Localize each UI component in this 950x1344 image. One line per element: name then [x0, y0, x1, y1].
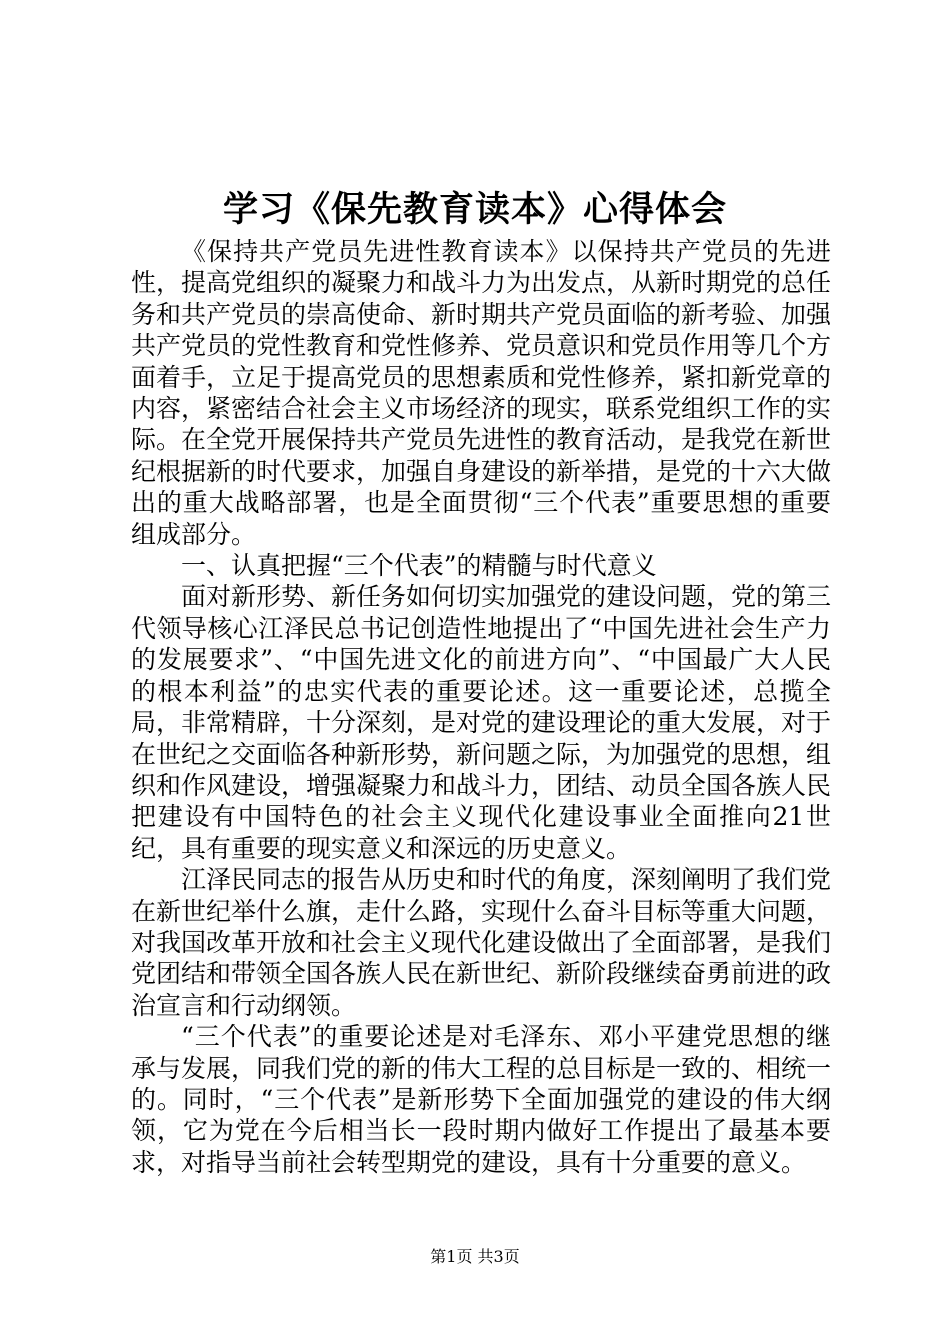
paragraph-three-represents: 面对新形势、新任务如何切实加强党的建设问题，党的第三代领导核心江泽民总书记创造性地提出了“中国先进社会生产力的发展要求”、“中国先进文化的前进方向”、“中国最广大人民的根本利益”的忠实代表的重要论述。这一重要论述，总揽全局，非常精辟，十分深刻，是对党的建设理论的重大发展，对于在世纪之交面临各种新形势，新问题之际，为加强党的思想，组织和作风建设，增强凝聚力和战斗力，团结、动员全国各族人民把建设有中国特色的社会主义现代化建设事业全面推向21世纪，具有重要的现实意义和深远的历史意义。: [131, 582, 832, 863]
paragraph-report: 江泽民同志的报告从历史和时代的角度，深刻阐明了我们党在新世纪举什么旗，走什么路，实现什么奋斗目标等重大问题，对我国改革开放和社会主义现代化建设做出了全面部署，是我们党团结和带领全国各族人民在新世纪、新阶段继续奋勇前进的政治宣言和行动纲领。: [131, 865, 832, 1020]
paragraph-inheritance: “三个代表”的重要论述是对毛泽东、邓小平建党思想的继承与发展，同我们党的新的伟大工程的总目标是一致的、相统一的。同时，“三个代表”是新形势下全面加强党的建设的伟大纲领，它为党在今后相当长一段时期内做好工作提出了最基本要求，对指导当前社会转型期党的建设，具有十分重要的意义。: [131, 1022, 832, 1177]
page-number-footer: 第1页 共3页: [430, 1247, 520, 1266]
paragraph-intro: 《保持共产党员先进性教育读本》以保持共产党员的先进性，提高党组织的凝聚力和战斗力为出发点，从新时期党的总任务和共产党员的崇高使命、新时期共产党员面临的新考验、加强共产党员的党性教育和党性修养、党员意识和党员作用等几个方面着手，立足于提高党员的思想素质和党性修养，紧扣新党章的内容，紧密结合社会主义市场经济的现实，联系党组织工作的实际。在全党开展保持共产党员先进性的教育活动，是我党在新世纪根据新的时代要求，加强自身建设的新举措，是党的十六大做出的重大战略部署，也是全面贯彻“三个代表”重要思想的重要组成部分。: [131, 237, 832, 549]
document-title: 学习《保先教育读本》心得体会: [222, 189, 727, 230]
document-body: [131, 236, 831, 1178]
section-heading: 一、认真把握“三个代表”的精髓与时代意义: [181, 551, 657, 581]
